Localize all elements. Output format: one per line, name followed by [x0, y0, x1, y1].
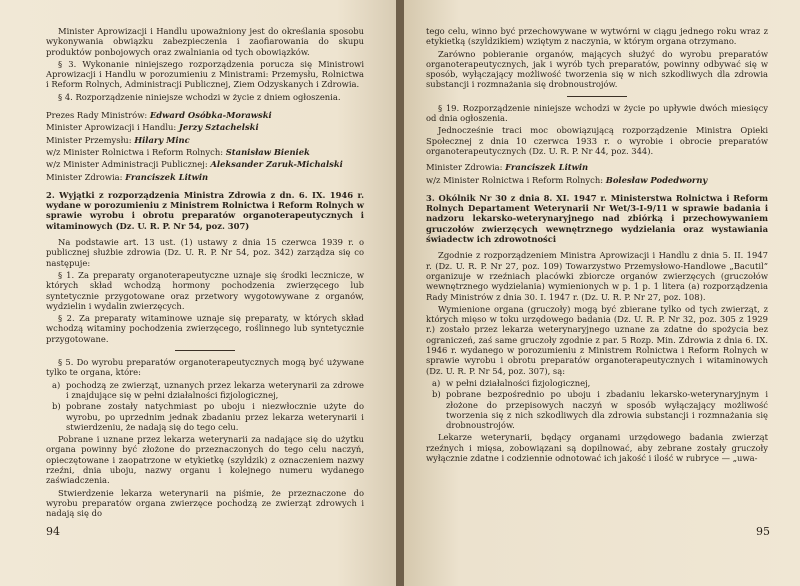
list-item-key: a) — [52, 379, 61, 390]
signature-line — [46, 135, 364, 145]
list-item-text: pochodzą ze zwierząt, uznanych przez lekarza weterynarii za zdrowe i znajdujące się w pełni działalności fizjologicznej, — [66, 379, 364, 400]
paragraph: § 1. Za preparaty organoterapeutyczne uznaje się środki lecznicze, w których skład wchodzą hormony pochodzenia zwierzęcego lub syntetycznie przygotowane oraz przetwory wygotowywane z organów, wydzielin i wydalin zwierzęcych. — [46, 269, 364, 311]
list-item-text: pobrane zostały natychmiast po uboju i niezwłocznie użyte do wyrobu, po uprzednim jednak zbadaniu przez lekarza weterynarii i stwierdzeniu, że nadają się do tego celu. — [66, 401, 364, 432]
signature-line — [46, 122, 364, 132]
list-item-text: w pełni działalności fizjologicznej, — [446, 377, 591, 388]
signature-name: Hilary Minc — [134, 134, 190, 145]
signature-role: Minister Zdrowia: — [46, 171, 123, 182]
paragraph: Wymienione organa (gruczoły) mogą być zbierane tylko od tych zwierząt, z których mięso w toku urzędowego badania (Dz. U. R. P. Nr 32, poz. 305 z 1929 r.) zostało przez lekarza weterynaryjnego uznane za zdatne do spożycia bez ograniczeń, zaś same gruczoły zgodnie z par. 5 Rozp. Min. Zdrowia z dnia 6. IX. 1946 r. wydanego w porozumieniu z Ministrem Rolnictwa i Reform Rolnych w sprawie wyrobu i obrotu preparatów organoterapeutycznych i witaminowych (Dz. U. R. P. Nr 54, poz. 307), są: — [426, 303, 768, 376]
page-number: 95 — [756, 525, 770, 538]
signature-name: Aleksander Zaruk-Michalski — [210, 159, 343, 170]
paragraph: Jednocześnie traci moc obowiązującą rozporządzenie Ministra Opieki Społecznej z dnia 10 czerwca 1933 r. o wyrobie i obrocie preparatów organoterapeutycznych (Dz. U. R. P. Nr 44, poz. 344). — [426, 125, 768, 156]
page-number: 94 — [46, 525, 60, 538]
signature-line — [46, 110, 364, 120]
list-item — [46, 380, 364, 401]
paragraph: § 19. Rozporządzenie niniejsze wchodzi w życie po upływie dwóch miesięcy od dnia ogłoszenia. — [426, 102, 768, 124]
separator-rule — [175, 350, 235, 351]
section-heading: 3. Okólnik Nr 30 z dnia 8. XI. 1947 r. Ministerstwa Rolnictwa i Reform Rolnych Departament Weterynarii Nr Wet/3-I-9/11 w sprawie badania i nadzoru lekarsko-weterynaryjnego nad zbiórką i przechowywaniem gruczołów zwierzęcych wewnętrznego wydzielania oraz wystawiania świadectw ich zdrowotności — [426, 192, 768, 245]
signature-name: Bolesław Podedworny — [605, 174, 708, 185]
signature-role: Prezes Rady Ministrów: — [46, 110, 148, 121]
signature-role: w/z Minister Rolnictwa i Reform Rolnych: — [426, 174, 604, 185]
signature-name: Jerzy Sztachelski — [178, 122, 259, 133]
signature-role: Minister Aprowizacji i Handlu: — [46, 122, 177, 133]
right-page-text — [426, 26, 768, 465]
paragraph: § 4. Rozporządzenie niniejsze wchodzi w życie z dniem ogłoszenia. — [58, 91, 341, 102]
book-gutter — [396, 0, 404, 586]
signature-name: Franciszek Litwin — [125, 171, 209, 182]
list-item-key: b) — [52, 401, 61, 412]
signature-block — [46, 110, 364, 182]
separator-rule — [567, 96, 627, 97]
signature-line — [426, 175, 768, 185]
paragraph: Zgodnie z rozporządzeniem Ministra Aprowizacji i Handlu z dnia 5. II. 1947 r. (Dz. U. R. P. Nr 27, poz. 109) Towarzystwo Przemysłowo-Handlowe „Bacutil” organizuje w rzeźniach placówki zbiorcze organów zwierzęcych (gruczołów wewnętrznego wydzielania) wymienionych w p. 1 p. 1 litera (a) rozporządzenia Rady Ministrów z dnia 30. I. 1947 r. (Dz. U. R. P. Nr 27, poz. 108). — [426, 250, 768, 302]
paragraph: Minister Aprowizacji i Handlu upoważniony jest do określania sposobu wykonywania obwiązku zabezpieczenia i zaofiarowania do skupu produktów ponbojowych oraz zwalniania od tych obowiązków. — [46, 26, 364, 57]
right-page — [404, 0, 800, 586]
section-heading: 2. Wyjątki z rozporządzenia Ministra Zdrowia z dn. 6. IX. 1946 r. wydane w porozumieniu z Ministrem Rolnictwa i Reform Rolnych w sprawie wyrobu i obrotu preparatów organoterapeutycznych i witaminowych (Dz. U. R. P. Nr 54, poz. 307) — [46, 189, 364, 231]
signature-line — [46, 159, 364, 169]
list-item-text: pobrane bezpośrednio po uboju i zbadaniu lekarsko-weterynaryjnym i złożone do przepisowych naczyń w sposób wyłączający możliwość tworzenia się z nich szkodliwych dla zdrowia substancji i rozmnażania się drobnoustrojów. — [446, 389, 768, 431]
list-item-key: b) — [432, 389, 441, 400]
signature-name: Edward Osóbka-Morawski — [149, 110, 272, 121]
signature-role: w/z Minister Administracji Publicznej: — [46, 159, 208, 170]
signature-line — [426, 162, 768, 172]
paragraph: Stwierdzenie lekarza weterynarii na piśmie, że przeznaczone do wyrobu preparatów organa zwierzęce pochodzą ze zwierząt zdrowych i nadają się do — [46, 487, 364, 519]
list-item-key: a) — [432, 377, 441, 388]
left-page-text — [46, 26, 364, 520]
paragraph: tego celu, winno być przechowywane w wytwórni w ciągu jednego roku wraz z etykietką (szyldzikiem) wziętym z naczynia, w którym organa otrzymano. — [426, 26, 768, 47]
signature-line — [46, 172, 364, 182]
signature-role: w/z Minister Rolnictwa i Reform Rolnych: — [46, 146, 224, 157]
list-item — [426, 389, 768, 430]
signature-role: Minister Przemysłu: — [46, 134, 132, 145]
paragraph: Lekarze weterynarii, będący organami urzędowego badania zwierząt rzeźnych i mięsa, zobowiązani są dopilnować, aby zebrane zostały gruczoły wyłącznie zdatne i codziennie odnotować ich jakość i ilość w rubryce — „uwa- — [426, 432, 768, 463]
paragraph: Na podstawie art. 13 ust. (1) ustawy z dnia 15 czerwca 1939 r. o publicznej służbie zdrowia (Dz. U. R. P. Nr 54, poz. 342) zarządza się co następuje: — [46, 237, 364, 268]
signature-block — [426, 162, 768, 185]
paragraph: Pobrane i uznane przez lekarza weterynarii za nadające się do użytku organa powinny być złożone do przeznaczonych do tego celu naczyń, opieczętowane i zaopatrzone w etykietkę (szyldzik) z oznaczeniem nazwy rzeźni, dnia uboju, nazwy organu i kolejnego numeru wydanego zaświadczenia. — [46, 434, 364, 486]
paragraph: § 3. Wykonanie niniejszego rozporządzenia porucza się Ministrowi Aprowizacji i Handlu w porozumieniu z Ministrami: Przemysłu, Rolnictwa i Reform Rolnych, Administracji Publicznej, Ziem Odzyskanych i Zdrowia. — [46, 58, 364, 90]
paragraph: § 2. Za preparaty witaminowe uznaje się preparaty, w których skład wchodzą witaminy pochodzenia zwierzęcego, roślinnego lub syntetycznie przygotowane. — [46, 313, 364, 344]
list-item — [46, 401, 364, 432]
paragraph: Zarówno pobieranie organów, mających służyć do wyrobu preparatów organoterapeutycznych, jak i wyrób tych preparatów, powinny odbywać się w sposób, wyłączający możliwość tworzenia się w nich szkodliwych dla zdrowia substancji i rozmnażania się drobnoustrojów. — [426, 48, 768, 90]
paragraph: § 5. Do wyrobu preparatów organoterapeutycznych mogą być używane tylko te organa, które: — [46, 357, 364, 378]
signature-name: Stanisław Bieniek — [225, 146, 310, 157]
left-page — [0, 0, 396, 586]
signature-name: Franciszek Litwin — [505, 162, 589, 173]
signature-role: Minister Zdrowia: — [426, 162, 503, 173]
list-item — [426, 378, 768, 388]
item-list — [46, 380, 364, 432]
item-list — [426, 378, 768, 430]
signature-line — [46, 147, 364, 157]
